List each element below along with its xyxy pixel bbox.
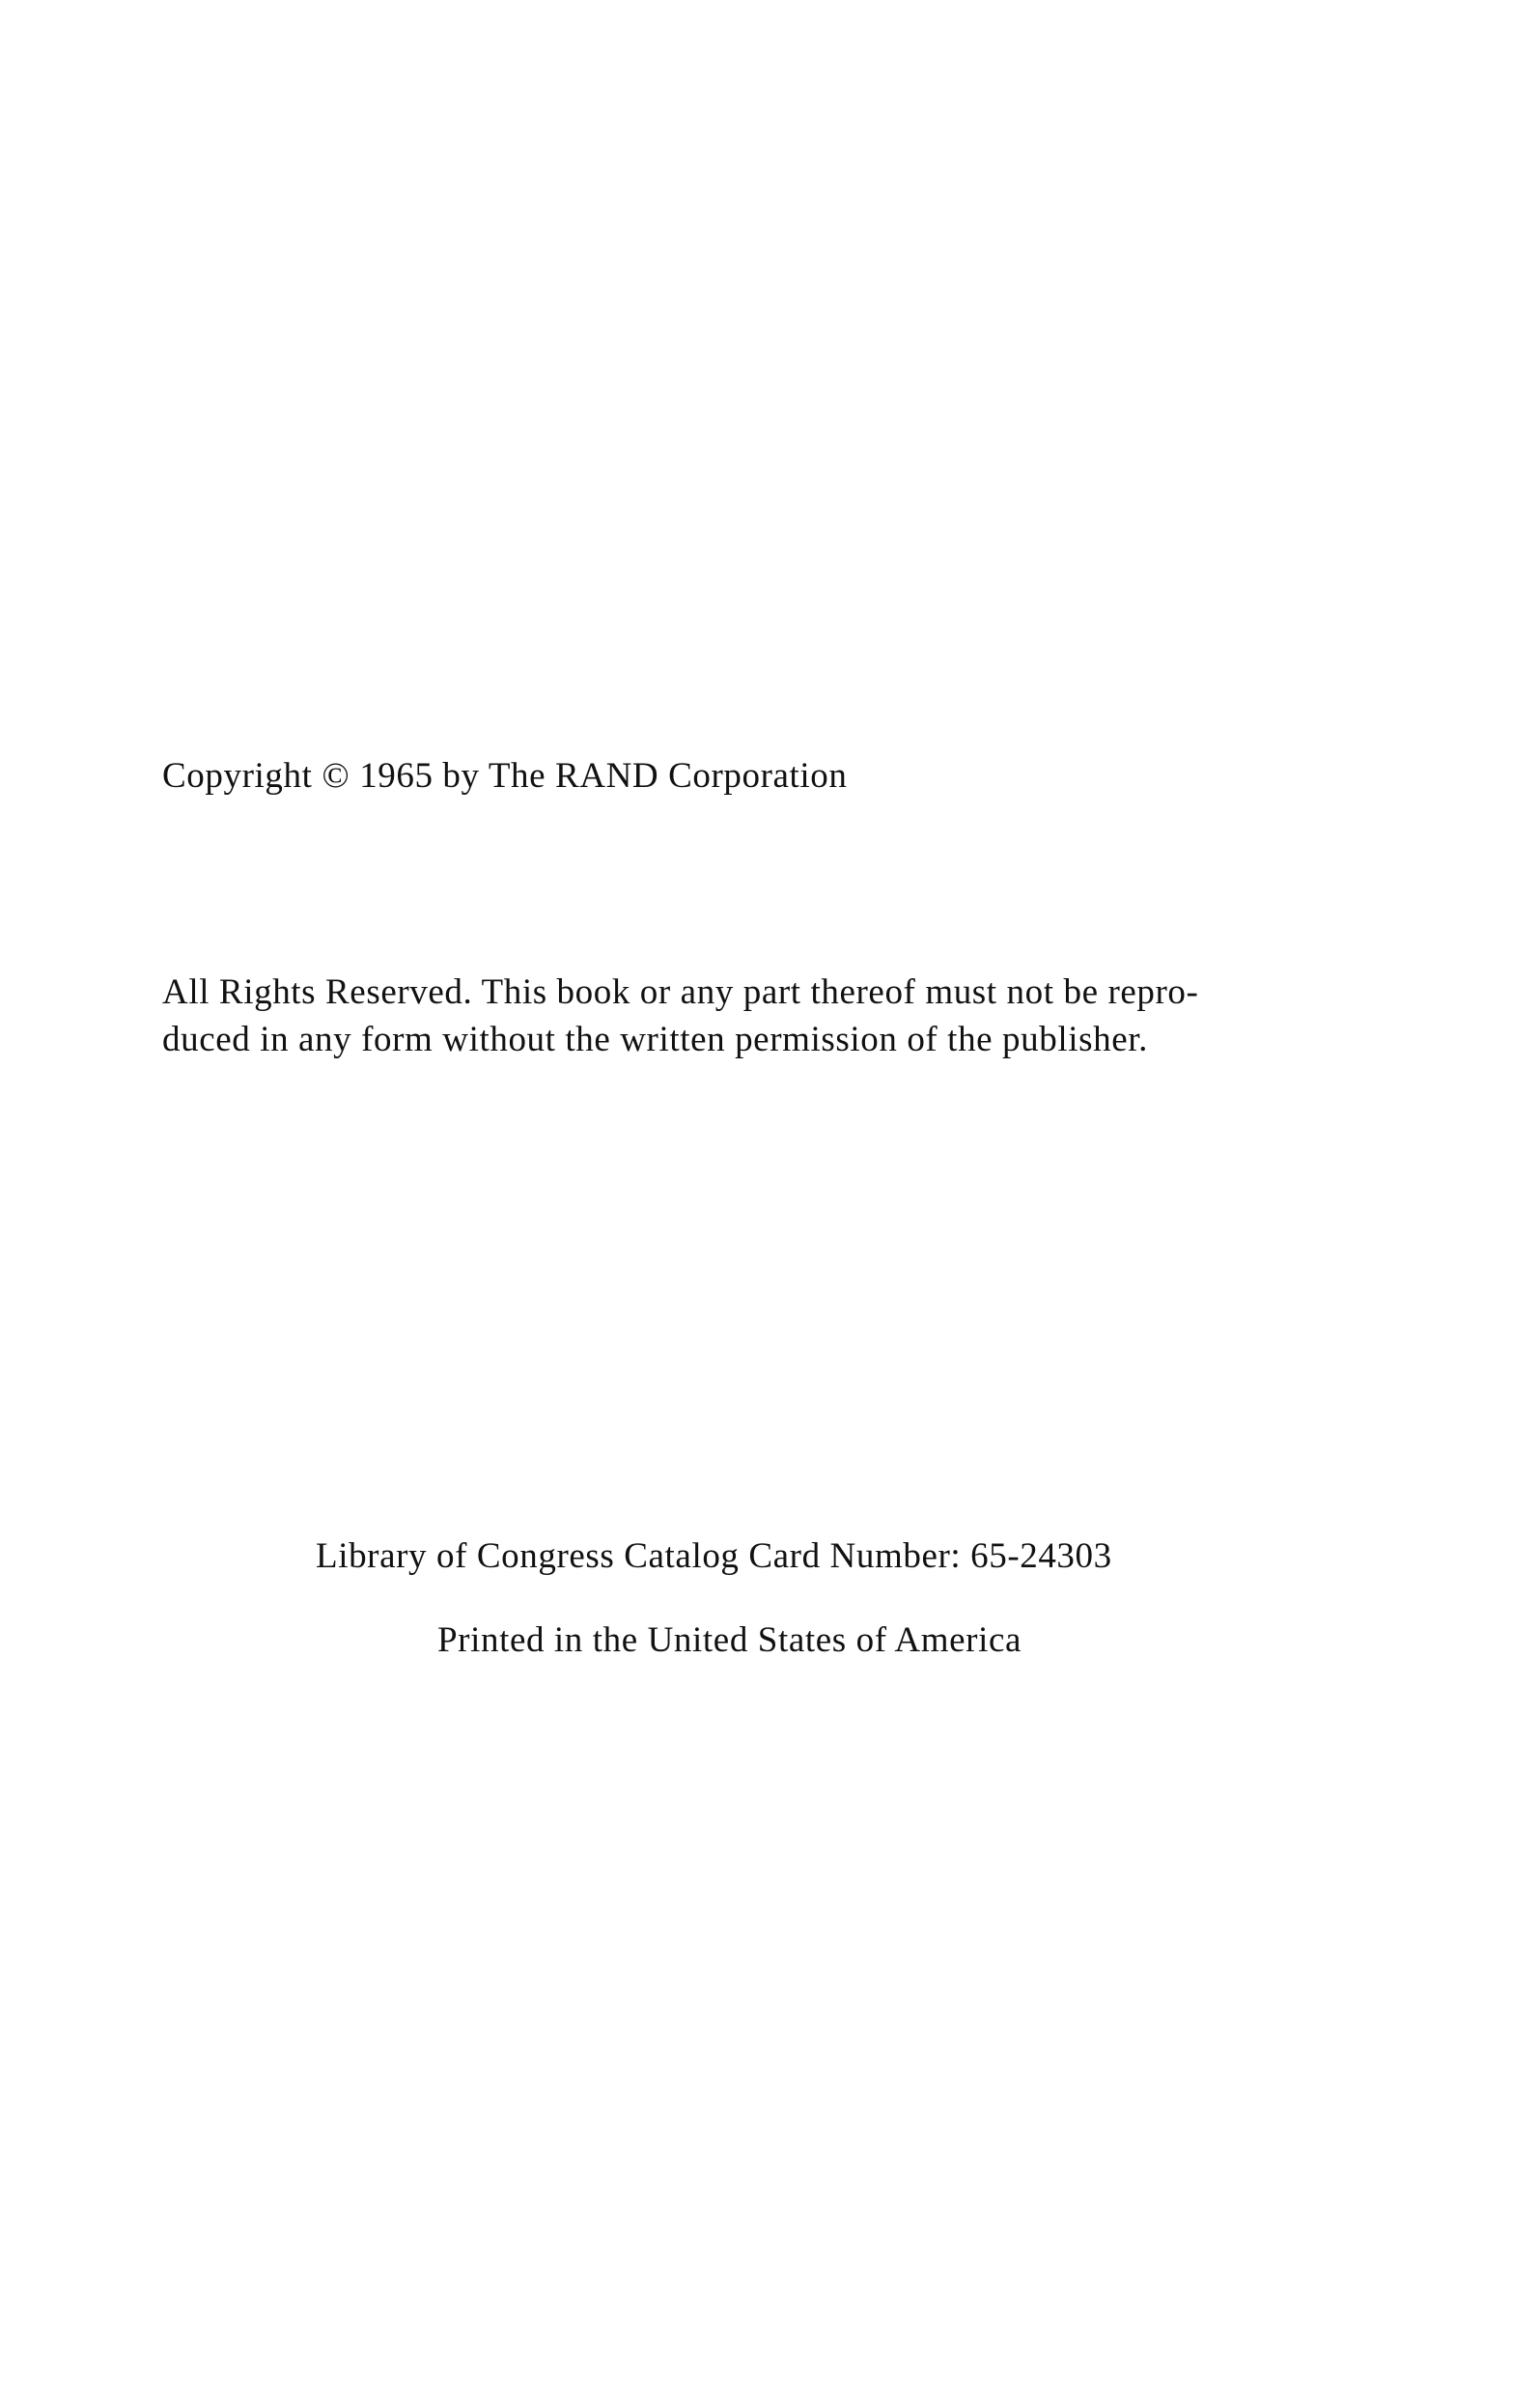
copyright-prefix: Copyright (162, 756, 313, 796)
printed-in-notice: Printed in the United States of America (437, 1620, 1022, 1660)
catalog-card-number: Library of Congress Catalog Card Number: 65-24303 (316, 1536, 1112, 1576)
rights-line-2: duced in any form without the written permission of the publisher. (162, 1020, 1148, 1059)
copyright-holder: 1965 by The RAND Corporation (359, 756, 848, 796)
rights-line-1: All Rights Reserved. This book or any part thereof must not be repro- (162, 972, 1199, 1012)
copyright-symbol-icon: © (322, 756, 350, 796)
rights-statement (162, 970, 1393, 1063)
copyright-notice (162, 753, 848, 800)
